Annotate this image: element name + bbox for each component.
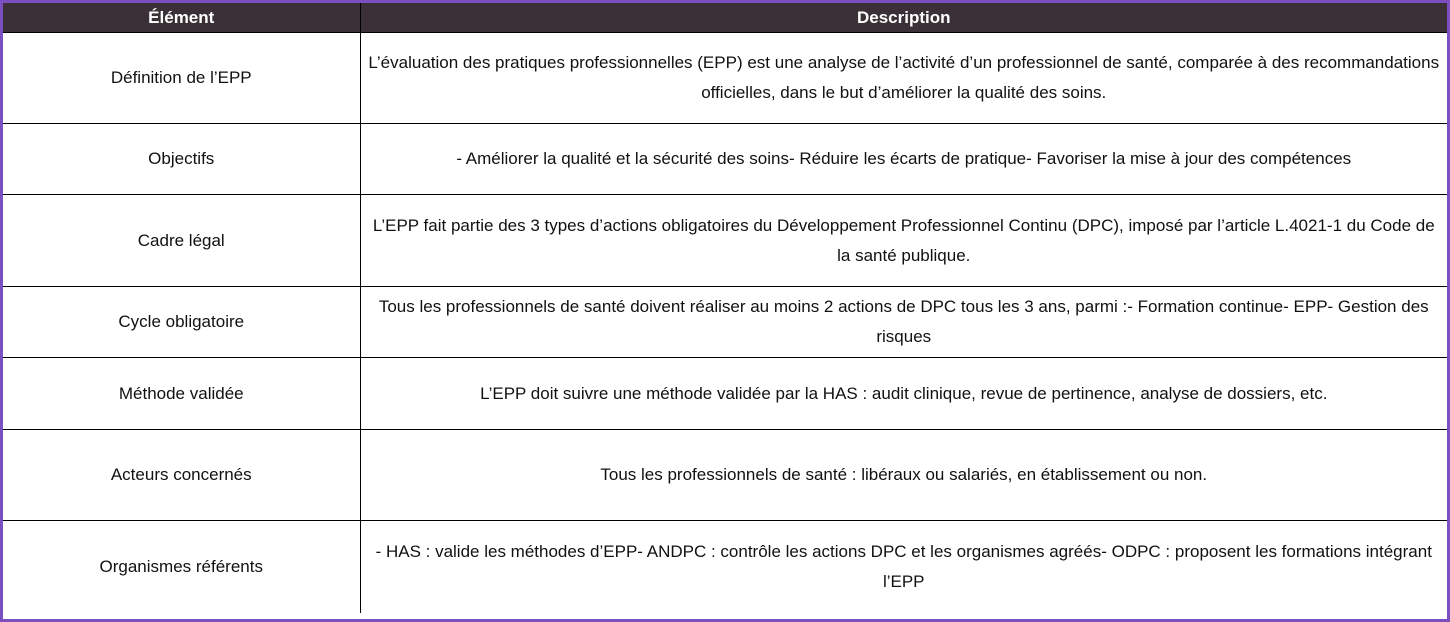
header-element: Élément <box>3 3 360 33</box>
table-row <box>3 124 1447 195</box>
row-description-cell: L’EPP fait partie des 3 types d’actions obligatoires du Développement Professionnel Continu (DPC), imposé par l’article L.4021-1 du Code de la santé publique. <box>360 195 1447 287</box>
row-description-cell: Tous les professionnels de santé : libéraux ou salariés, en établissement ou non. <box>360 430 1447 521</box>
epp-summary-table <box>3 3 1447 613</box>
table-row <box>3 33 1447 124</box>
table-row <box>3 287 1447 358</box>
row-element-cell: Méthode validée <box>3 358 360 430</box>
table-header-row <box>3 3 1447 33</box>
table-row <box>3 195 1447 287</box>
row-description-cell: Tous les professionnels de santé doivent réaliser au moins 2 actions de DPC tous les 3 ans, parmi :- Formation continue- EPP- Gestion des risques <box>360 287 1447 358</box>
table-row <box>3 521 1447 614</box>
row-description-cell: L’EPP doit suivre une méthode validée par la HAS : audit clinique, revue de pertinence, analyse de dossiers, etc. <box>360 358 1447 430</box>
row-element-cell: Objectifs <box>3 124 360 195</box>
row-element-cell: Cycle obligatoire <box>3 287 360 358</box>
row-description-cell: - HAS : valide les méthodes d’EPP- ANDPC : contrôle les actions DPC et les organismes agréés- ODPC : proposent les formations intégrant l’EPP <box>375 542 1432 591</box>
row-description-cell: - Améliorer la qualité et la sécurité des soins- Réduire les écarts de pratique- Favoriser la mise à jour des compétences <box>360 124 1447 195</box>
table-row <box>3 358 1447 430</box>
header-description: Description <box>360 3 1447 33</box>
row-element-cell: Organismes référents <box>3 521 360 614</box>
table-row <box>3 430 1447 521</box>
row-element-cell: Cadre légal <box>3 195 360 287</box>
row-element-cell: Définition de l’EPP <box>3 33 360 124</box>
row-description-cell: L’évaluation des pratiques professionnelles (EPP) est une analyse de l’activité d’un professionnel de santé, comparée à des recommandations officielles, dans le but d’améliorer la qualité des soins. <box>360 33 1447 124</box>
row-element-cell: Acteurs concernés <box>3 430 360 521</box>
